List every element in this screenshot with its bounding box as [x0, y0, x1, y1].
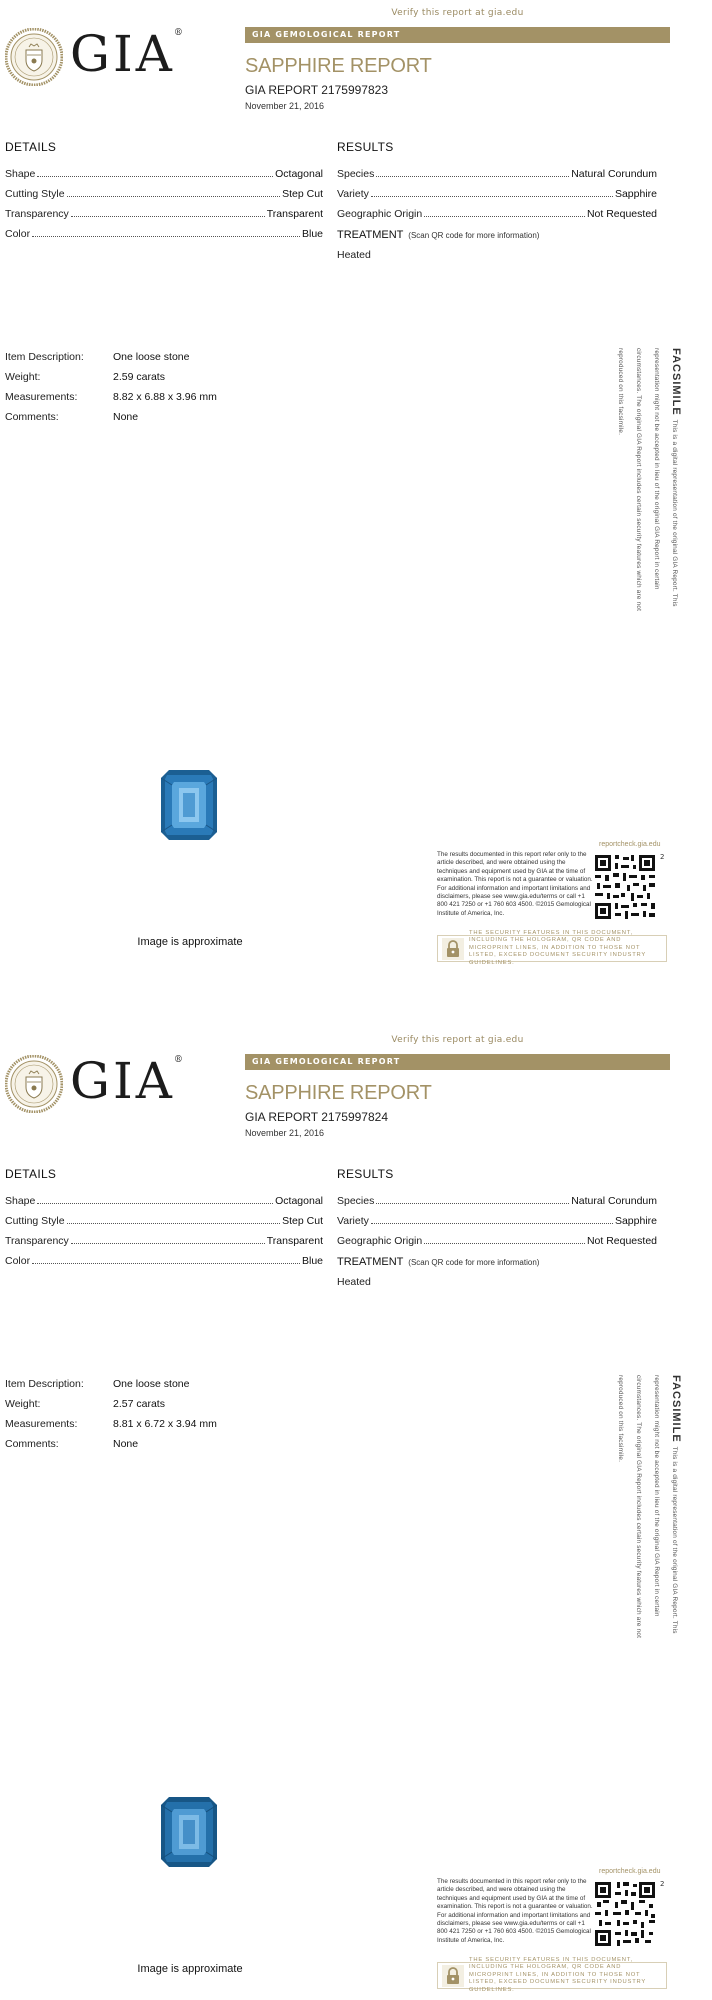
treatment-value: Heated: [337, 1276, 371, 1288]
result-row: [337, 1227, 657, 1247]
item-row: [5, 367, 305, 387]
item-label: Comments:: [5, 411, 59, 423]
report-type-title: SAPPHIRE REPORT: [245, 55, 432, 77]
detail-row: [5, 180, 323, 200]
treatment-note: (Scan QR code for more information): [408, 231, 540, 240]
qr-page-number: 2: [660, 1880, 665, 1888]
item-label: Measurements:: [5, 1418, 78, 1430]
facsimile-notice: [614, 348, 686, 633]
results-list: [337, 1187, 657, 1247]
result-row: [337, 180, 657, 200]
detail-label: Transparency: [5, 1235, 69, 1247]
result-row: [337, 1207, 657, 1227]
item-row: [5, 1374, 305, 1394]
detail-row: [5, 1187, 323, 1207]
leader-dots: [376, 1203, 569, 1204]
security-notice: [437, 1956, 667, 1993]
detail-row: [5, 1227, 323, 1247]
leader-dots: [376, 176, 569, 177]
detail-row: [5, 220, 323, 240]
leader-dots: [371, 1223, 613, 1224]
detail-label: Shape: [5, 168, 36, 180]
result-value: Natural Corundum: [571, 1195, 657, 1207]
item-label: Weight:: [5, 371, 41, 383]
gia-logo: GIA ®: [70, 25, 183, 83]
item-value: None: [113, 1438, 139, 1450]
facsimile-title: FACSIMILE: [670, 1375, 682, 1443]
result-value: Natural Corundum: [571, 168, 657, 180]
details-heading: DETAILS: [5, 140, 57, 154]
detail-value: Step Cut: [282, 1215, 323, 1227]
lock-icon: [442, 1965, 464, 1987]
detail-value: Transparent: [266, 1235, 323, 1247]
facsimile-text: This is a digital representation of the original GIA Report. This representation might not be accepted in lieu of the original GIA Report in certain circumstances. The original GIA Report includes certain security features which are not reproduced on this facsimile.: [617, 348, 678, 612]
item-value: 2.59 carats: [113, 371, 165, 383]
treatment-heading: TREATMENT (Scan QR code for more information): [337, 229, 540, 241]
item-value: None: [113, 411, 139, 423]
detail-value: Blue: [301, 1255, 323, 1267]
gia-logo: GIA ®: [70, 1052, 183, 1110]
details-list: [5, 160, 323, 240]
item-info: [5, 1374, 305, 1454]
qr-link[interactable]: reportcheck.gia.edu: [599, 841, 661, 848]
gemstone-icon: [161, 770, 217, 840]
item-label: Item Description:: [5, 351, 84, 363]
item-row: [5, 347, 305, 367]
detail-label: Transparency: [5, 208, 69, 220]
item-row: [5, 1394, 305, 1414]
report-number: GIA REPORT 2175997823: [245, 83, 388, 97]
facsimile-title: FACSIMILE: [670, 348, 682, 416]
gia-report-page-2: [0, 1027, 712, 2000]
verify-link[interactable]: Verify this report at gia.edu: [391, 1035, 524, 1045]
detail-label: Shape: [5, 1195, 36, 1207]
leader-dots: [424, 1243, 585, 1244]
qr-page-number: 2: [660, 853, 665, 861]
result-row: [337, 160, 657, 180]
details-list: [5, 1187, 323, 1267]
security-notice: [437, 929, 667, 966]
item-info: [5, 347, 305, 427]
result-value: Not Requested: [586, 1235, 657, 1247]
leader-dots: [32, 236, 300, 237]
item-value: One loose stone: [113, 351, 190, 363]
facsimile-text: This is a digital representation of the original GIA Report. This representation might not be accepted in lieu of the original GIA Report in certain circumstances. The original GIA Report includes certain security features which are not reproduced on this facsimile.: [617, 1375, 678, 1639]
facsimile-notice: [614, 1375, 686, 1660]
detail-label: Color: [5, 228, 31, 240]
result-value: Sapphire: [614, 1215, 657, 1227]
gia-seal-icon: [5, 1055, 63, 1113]
treatment-note: (Scan QR code for more information): [408, 1258, 540, 1267]
item-label: Weight:: [5, 1398, 41, 1410]
result-label: Species: [337, 1195, 375, 1207]
disclaimer-text: The results documented in this report refer only to the article described, and were obtained using the techniques and equipment used by GIA at the time of examination. This report is not a guarantee or valuation. For additional information and important limitations and disclaimers, please see www.gia.edu/terms or call +1 800 421 7250 or +1 760 603 4500. ©2015 Gemological Institute of America, Inc.: [437, 1878, 593, 1944]
leader-dots: [67, 1223, 281, 1224]
treatment-heading: TREATMENT (Scan QR code for more information): [337, 1256, 540, 1268]
item-label: Measurements:: [5, 391, 78, 403]
gia-seal-icon: [5, 28, 63, 86]
details-heading: DETAILS: [5, 1167, 57, 1181]
image-caption: Image is approximate: [137, 1963, 243, 1975]
verify-link[interactable]: Verify this report at gia.edu: [391, 8, 524, 18]
item-row: [5, 407, 305, 427]
item-value: 8.82 x 6.88 x 3.96 mm: [113, 391, 217, 403]
leader-dots: [32, 1263, 300, 1264]
disclaimer-text: The results documented in this report refer only to the article described, and were obtained using the techniques and equipment used by GIA at the time of examination. This report is not a guarantee or valuation. For additional information and important limitations and disclaimers, please see www.gia.edu/terms or call +1 800 421 7250 or +1 760 603 4500. ©2015 Gemological Institute of America, Inc.: [437, 851, 593, 917]
leader-dots: [71, 1243, 265, 1244]
qr-link[interactable]: reportcheck.gia.edu: [599, 1868, 661, 1875]
item-label: Comments:: [5, 1438, 59, 1450]
detail-label: Color: [5, 1255, 31, 1267]
item-label: Item Description:: [5, 1378, 84, 1390]
item-value: One loose stone: [113, 1378, 190, 1390]
image-caption: Image is approximate: [137, 936, 243, 948]
detail-value: Octagonal: [275, 168, 323, 180]
gemstone-icon: [161, 1797, 217, 1867]
result-label: Variety: [337, 188, 369, 200]
result-label: Geographic Origin: [337, 1235, 423, 1247]
leader-dots: [371, 196, 613, 197]
result-label: Species: [337, 168, 375, 180]
item-row: [5, 387, 305, 407]
detail-row: [5, 200, 323, 220]
report-type-title: SAPPHIRE REPORT: [245, 1082, 432, 1104]
detail-label: Cutting Style: [5, 1215, 65, 1227]
item-value: 8.81 x 6.72 x 3.94 mm: [113, 1418, 217, 1430]
detail-row: [5, 1247, 323, 1267]
result-label: Variety: [337, 1215, 369, 1227]
item-row: [5, 1434, 305, 1454]
result-row: [337, 1187, 657, 1207]
detail-value: Blue: [301, 228, 323, 240]
lock-icon: [442, 938, 464, 960]
report-date: November 21, 2016: [245, 1128, 325, 1138]
detail-row: [5, 1207, 323, 1227]
result-value: Sapphire: [614, 188, 657, 200]
results-list: [337, 160, 657, 220]
detail-row: [5, 160, 323, 180]
result-value: Not Requested: [586, 208, 657, 220]
detail-value: Step Cut: [282, 188, 323, 200]
leader-dots: [71, 216, 265, 217]
leader-dots: [37, 1203, 273, 1204]
result-row: [337, 200, 657, 220]
results-heading: RESULTS: [337, 1167, 394, 1181]
detail-label: Cutting Style: [5, 188, 65, 200]
leader-dots: [37, 176, 273, 177]
report-band: GIA GEMOLOGICAL REPORT: [245, 27, 670, 43]
item-row: [5, 1414, 305, 1434]
report-band: GIA GEMOLOGICAL REPORT: [245, 1054, 670, 1070]
item-value: 2.57 carats: [113, 1398, 165, 1410]
detail-value: Transparent: [266, 208, 323, 220]
qr-code-icon[interactable]: [593, 853, 657, 921]
report-number: GIA REPORT 2175997824: [245, 1110, 388, 1124]
leader-dots: [67, 196, 281, 197]
detail-value: Octagonal: [275, 1195, 323, 1207]
results-heading: RESULTS: [337, 140, 394, 154]
security-text: THE SECURITY FEATURES IN THIS DOCUMENT, INCLUDING THE HOLOGRAM, QR CODE AND MICROPRINT LINES, IN ADDITION TO THOSE NOT LISTED, EXCEED DOCUMENT SECURITY INDUSTRY GUIDELINES.: [469, 1956, 646, 1993]
leader-dots: [424, 216, 585, 217]
treatment-value: Heated: [337, 249, 371, 261]
security-text: THE SECURITY FEATURES IN THIS DOCUMENT, INCLUDING THE HOLOGRAM, QR CODE AND MICROPRINT LINES, IN ADDITION TO THOSE NOT LISTED, EXCEED DOCUMENT SECURITY INDUSTRY GUIDELINES.: [469, 929, 646, 966]
result-label: Geographic Origin: [337, 208, 423, 220]
qr-code-icon[interactable]: [593, 1880, 657, 1948]
report-date: November 21, 2016: [245, 101, 325, 111]
